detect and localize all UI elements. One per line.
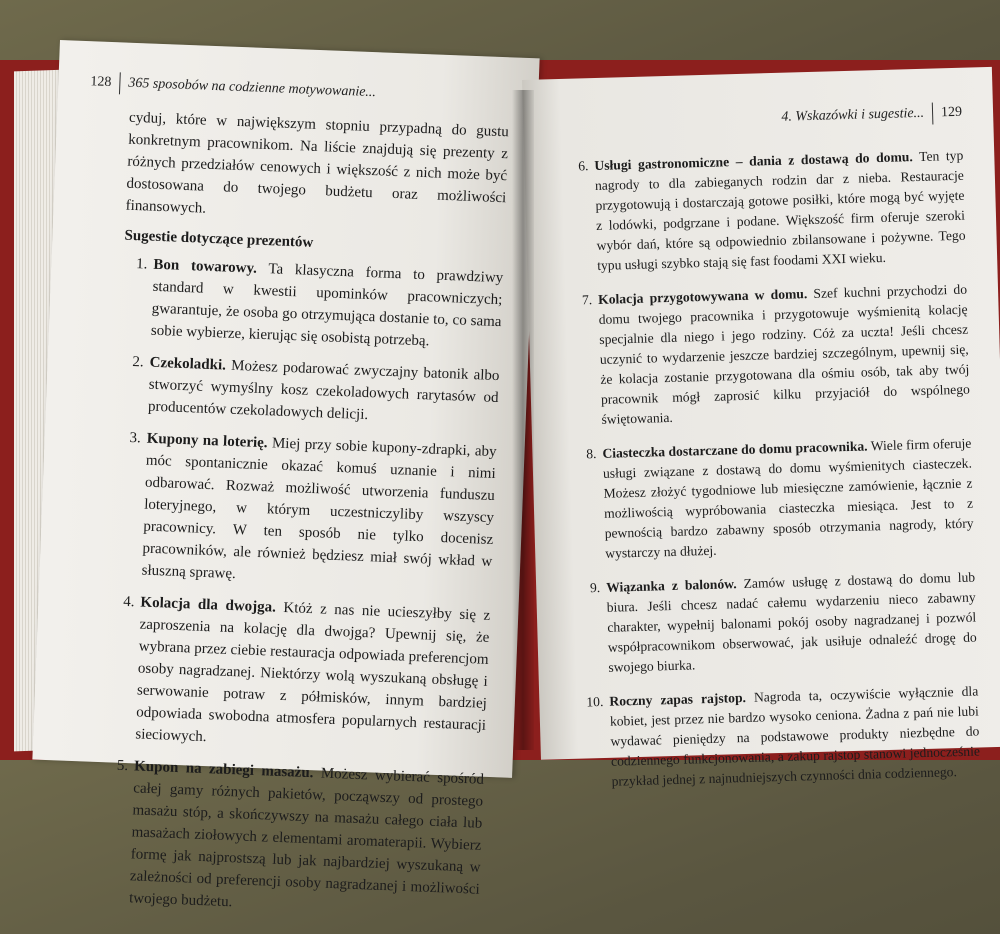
- item-body: [606, 568, 978, 678]
- item-body: [129, 755, 485, 922]
- item-number: 3.: [129, 429, 142, 447]
- section-subheading: Sugestie dotyczące prezentów: [124, 227, 314, 251]
- item-lead: Kolacja przygotowywana w domu.: [597, 286, 808, 307]
- item-number: 5.: [116, 757, 129, 775]
- item-text: Ten typ nagrody to dla zabieganych rodzin dar z nieba. Restauracje przygotowują i dostarczają gotowe posiłki, które mogą być wyjęte z lodówki, podgrzane i podane. Większość firm oferuje szeroki wybór dań, które są odpowiednio zbilansowane i pożywne. Tego typu usługi szybko stają się fast foodami XXI wieku.: [594, 147, 966, 273]
- item-number: 6.: [578, 158, 589, 174]
- list-item: [566, 434, 974, 565]
- item-lead: Bon towarowy.: [153, 256, 258, 277]
- list-item: [105, 590, 491, 758]
- left-page-header: [90, 71, 511, 109]
- list-item: [121, 253, 504, 356]
- item-text: Miej przy sobie kupony-zdrapki, aby móc spontanicznie okazać komuś uznanie i nimi odbarować. Rozważ możliwość utworzenia funduszu loteryjnego, w którym uczestniczyliby wszyscy pracownicy. W ten sposób nie tylko docenisz pracowników, ale również będziesz miał swój wkład w słuszną sprawę.: [141, 435, 497, 583]
- list-item: [111, 426, 497, 594]
- intro-paragraph: cyduj, które w największym stopniu przypadną do gustu konkretnym pracownikom. Na liście znajdują się prezenty z różnych przedziałów cenowych i większość z nich może być dostosowana do twojego budżetu oraz możliwości finansowych.: [125, 109, 510, 217]
- item-lead: Roczny zapas rajstop.: [609, 689, 747, 709]
- left-page: [32, 40, 539, 911]
- item-body: [609, 682, 981, 792]
- item-text: Ta klasyczna forma to prawdziwy standard w kwestii upominków pracowniczych; gwarantuje, że osoba go otrzymująca dostanie to, co sama sobie wybierze, kierując się osobistą potrzebą.: [150, 260, 504, 350]
- item-body: [135, 592, 491, 759]
- item-number: 8.: [586, 446, 597, 462]
- item-lead: Ciasteczka dostarczane do domu pracownika.: [602, 438, 868, 461]
- item-body: [594, 146, 966, 276]
- right-running-title: 4. Wskazówki i sugestie...: [781, 105, 925, 125]
- item-body: [598, 280, 971, 430]
- item-number: 1.: [135, 256, 148, 273]
- right-page-number: 129: [940, 104, 963, 121]
- header-divider: [932, 103, 934, 125]
- item-lead: Czekoladki.: [149, 354, 227, 374]
- item-lead: Usługi gastronomiczne – dania z dostawą do domu.: [594, 149, 913, 174]
- item-lead: Wiązanka z balonów.: [605, 576, 737, 595]
- right-item-list: [558, 146, 981, 793]
- item-text: Któż z nas nie ucieszyłby się z zaproszenia na kolację dla dwojga? Upewnij się, że wybrana przez ciebie restauracja odpowiada preferencjom osoby nagradzanej. Niektórzy wolą wyszukaną obsługę i serwowanie potraw z półmisków, innym bardziej odpowiada swobodna atmosfera popularnych restauracji sieciowych.: [135, 599, 491, 746]
- item-text: Nagroda ta, oczywiście wyłącznie dla kobiet, jest przez nie bardzo wysoko ceniona. Żadna z pań nie lubi wydawać pieniędzy na podstawowe produkty niezbędne do codziennego funkcjonowania, a zakup rajstop stanowi jednocześnie przykład jednej z najnudniejszych czynności dnia codziennego.: [609, 683, 981, 789]
- item-lead: Kupony na loterię.: [146, 430, 268, 452]
- left-page-number: 128: [90, 74, 112, 90]
- item-text: Możesz wybierać spośród całej gamy różnych pakietów, począwszy od prostego masażu stóp, a skończywszy na masażu całego ciała lub masażach ziołowych z elementami aromaterapii. Wybierz formę jak najprostszą lub jak najbardziej wyszukaną w zależności od preferencji osoby nagradzanej i możliwości twojego budżetu.: [128, 765, 485, 911]
- item-body: [602, 434, 974, 564]
- list-item: [99, 754, 485, 922]
- item-text: Zamów usługę z dostawą do domu lub biura. Jeśli chcesz nadać całemu wydarzeniu nieco zabawny charakter, wypełnij balonami pokój osoby nagradzanej i pozwól współpracownikom obserwować, jak usiłuje odnaleźć drogę do swojego biurka.: [606, 569, 977, 675]
- list-item: [562, 280, 971, 431]
- item-body: [148, 352, 500, 431]
- item-text: Szef kuchni przychodzi do domu twojego pracownika i przygotowuje wyśmienitą kolację specjalnie dla niego i jego rodziny. Cóż za uczta! Jeśli chcesz uczynić to wydarzenie jeszcze bardziej szczególnym, upewnij się, że kolacja zostanie przygotowana dla ośmiu osób, tak aby twój pracownik mógł zaprosić kilku przyjaciół do wspólnego świętowania.: [598, 281, 971, 427]
- item-lead: Kupon na zabiegi masażu.: [133, 758, 314, 782]
- item-number: 4.: [122, 593, 135, 611]
- item-lead: Kolacja dla dwojga.: [140, 594, 277, 616]
- header-divider: [119, 72, 121, 94]
- right-page: [522, 67, 1000, 789]
- item-text: Możesz podarować zwyczajny batonik albo stworzyć wymyślny kosz czekoladowych rarytasów od producentów czekoladowych delicji.: [147, 357, 500, 424]
- left-running-title: 365 sposobów na codzienne motywowanie...: [128, 75, 377, 101]
- right-page-header: [557, 102, 962, 135]
- list-item: [570, 568, 978, 679]
- list-item: [118, 351, 500, 432]
- item-number: 7.: [581, 292, 593, 308]
- list-item: [573, 682, 981, 793]
- item-number: 9.: [589, 580, 601, 596]
- book-gutter: [512, 90, 534, 750]
- list-item: [558, 146, 966, 277]
- left-item-list: [99, 253, 504, 923]
- item-number: 10.: [586, 693, 604, 710]
- item-body: [141, 428, 497, 595]
- item-body: [150, 254, 503, 355]
- item-text: Wiele firm oferuje usługi związane z dostawą do domu wyśmienitych ciasteczek. Możesz złożyć tygodniowe lub miesięczne zamówienie, łącznie z możliwością wypróbowania ciasteczka miesiąca. Jest to z pewnością bardzo zabawny sposób otrzymania nagrody, który wystarczy na dłużej.: [602, 435, 974, 561]
- item-number: 2.: [132, 354, 144, 371]
